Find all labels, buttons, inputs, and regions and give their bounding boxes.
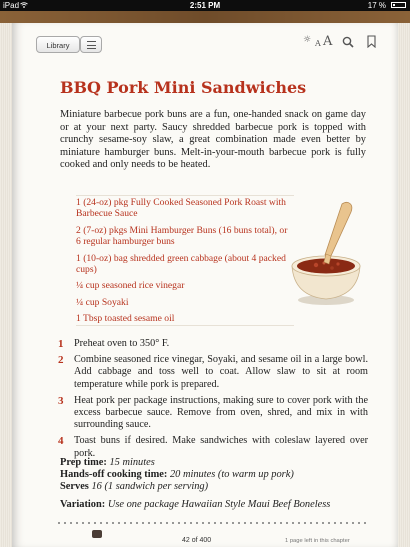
scrubber-dot[interactable] xyxy=(100,522,102,524)
scrubber-dot[interactable] xyxy=(136,522,138,524)
variation xyxy=(60,499,380,510)
hands-off-time-label: Hands-off cooking time: xyxy=(60,469,168,480)
scrubber-dot[interactable] xyxy=(196,522,198,524)
step-number: 3 xyxy=(58,394,64,407)
font-increase-button[interactable]: A xyxy=(323,34,333,49)
scrubber-dot[interactable] xyxy=(250,522,252,524)
prep-time-label: Prep time: xyxy=(60,457,107,468)
ingredients-top-rule xyxy=(76,195,294,196)
scrubber-dot[interactable] xyxy=(286,522,288,524)
instruction-step xyxy=(58,354,368,391)
scrubber-dot[interactable] xyxy=(106,522,108,524)
scrubber-dot[interactable] xyxy=(352,522,354,524)
scrubber-dot[interactable] xyxy=(232,522,234,524)
scrubber-dot[interactable] xyxy=(148,522,150,524)
page-number: 42 of 400 xyxy=(182,537,212,544)
scrubber-dot[interactable] xyxy=(268,522,270,524)
scrubber-dot[interactable] xyxy=(94,522,96,524)
step-number: 1 xyxy=(58,338,64,350)
servings-value: 16 (1 sandwich per serving) xyxy=(91,481,209,492)
scrubber-dot[interactable] xyxy=(256,522,258,524)
scrubber-dot[interactable] xyxy=(58,522,60,524)
recipe-title: BBQ Pork Mini Sandwiches xyxy=(60,78,307,97)
ingredient-item: 1 (24-oz) pkg Fully Cooked Seasoned Pork Roast with Barbecue Sauce xyxy=(76,197,286,220)
ingredients-list xyxy=(76,197,291,330)
sauce-bowl-illustration xyxy=(282,196,372,314)
scrubber-dot[interactable] xyxy=(178,522,180,524)
scrubber-dot[interactable] xyxy=(154,522,156,524)
instruction-step xyxy=(58,395,368,432)
ingredient-item: ¼ cup Soyaki xyxy=(76,296,129,308)
servings-label: Serves xyxy=(60,481,89,492)
instruction-step xyxy=(58,338,368,350)
clock: 2:51 PM xyxy=(189,1,221,10)
scrubber-dot[interactable] xyxy=(166,522,168,524)
scrubber-dot[interactable] xyxy=(76,522,78,524)
scrubber-dot[interactable] xyxy=(88,522,90,524)
battery-percent: 17 % xyxy=(367,1,386,10)
battery-icon xyxy=(391,2,406,8)
scrubber-dot[interactable] xyxy=(208,522,210,524)
brightness-icon[interactable]: ☼ xyxy=(303,35,312,45)
book-page[interactable] xyxy=(12,23,398,547)
scrubber-dot[interactable] xyxy=(214,522,216,524)
step-text: Combine seasoned rice vinegar, Soyaki, and sesame oil in a large bowl. Add cabbage and toss well to coat. Allow slaw to sit at room temperature while pork is prepared. xyxy=(74,354,368,390)
scrubber-dot[interactable] xyxy=(316,522,318,524)
scrubber-dot[interactable] xyxy=(334,522,336,524)
scrubber-dot[interactable] xyxy=(70,522,72,524)
scrubber-dot[interactable] xyxy=(280,522,282,524)
scrubber-dot[interactable] xyxy=(220,522,222,524)
library-button[interactable]: Library xyxy=(36,36,80,53)
scrubber-thumb[interactable] xyxy=(92,530,102,538)
ingredients-bottom-rule xyxy=(76,325,294,326)
prep-time xyxy=(60,457,370,469)
instructions-list xyxy=(58,338,368,464)
recipe-intro: Miniature barbecue pork buns are a fun, one-handed snack on game day or at your next party. Saucy shredded barbecue pork is topped with crunchy sesame-soy slaw, a great combination made even better by miniature hamburger buns. Melt-in-your-mouth barbecue pork is fully cooked and only needs to be heated. xyxy=(60,109,366,170)
scrubber-dot[interactable] xyxy=(184,522,186,524)
scrubber-dot[interactable] xyxy=(82,522,84,524)
scrubber-dot[interactable] xyxy=(112,522,114,524)
scrubber-dot[interactable] xyxy=(328,522,330,524)
variation-label: Variation: xyxy=(60,499,106,510)
hands-off-time-value: 20 minutes (to warm up pork) xyxy=(169,469,294,480)
carrier-label: iPad xyxy=(3,1,20,10)
ingredient-item: 2 (7-oz) pkgs Mini Hamburger Buns (16 buns total), or 6 regular hamburger buns xyxy=(76,224,288,248)
ingredient-item: 1 (10-oz) bag shredded green cabbage (about 4 packed cups) xyxy=(76,252,286,276)
prep-time-value: 15 minutes xyxy=(109,457,155,468)
font-decrease-button[interactable]: A xyxy=(315,39,321,48)
variation-value: Use one package Hawaiian Style Maui Beef Boneless xyxy=(107,499,331,510)
scrubber-dot[interactable] xyxy=(130,522,132,524)
step-text: Toast buns if desired. Make sandwiches with coleslaw layered over pork. xyxy=(74,435,368,459)
scrubber-dot[interactable] xyxy=(64,522,66,524)
scrubber-dot[interactable] xyxy=(238,522,240,524)
bookmark-icon[interactable] xyxy=(367,35,376,48)
scrubber-dot[interactable] xyxy=(244,522,246,524)
pages-left-in-chapter: 1 page left in this chapter xyxy=(285,538,350,544)
scrubber-dot[interactable] xyxy=(160,522,162,524)
ingredient-item: ¼ cup seasoned rice vinegar xyxy=(76,280,185,292)
scrubber-dot[interactable] xyxy=(142,522,144,524)
step-number: 4 xyxy=(58,435,64,448)
scrubber-dot[interactable] xyxy=(358,522,360,524)
scrubber-dot[interactable] xyxy=(274,522,276,524)
scrubber-dot[interactable] xyxy=(304,522,306,524)
scrubber-dot[interactable] xyxy=(364,522,366,524)
scrubber-dot[interactable] xyxy=(118,522,120,524)
scrubber-dot[interactable] xyxy=(298,522,300,524)
step-text: Preheat oven to 350° F. xyxy=(74,338,170,349)
scrubber-dot[interactable] xyxy=(262,522,264,524)
servings xyxy=(60,481,370,493)
status-bar xyxy=(0,0,410,11)
scrubber-dot[interactable] xyxy=(202,522,204,524)
scrubber-dot[interactable] xyxy=(310,522,312,524)
scrubber-dot[interactable] xyxy=(292,522,294,524)
scrubber-dot[interactable] xyxy=(346,522,348,524)
scrubber-dot[interactable] xyxy=(226,522,228,524)
table-of-contents-button[interactable] xyxy=(80,36,102,53)
recipe-meta xyxy=(60,457,370,493)
page-scrubber[interactable] xyxy=(58,519,368,527)
scrubber-dot[interactable] xyxy=(124,522,126,524)
scrubber-dot[interactable] xyxy=(322,522,324,524)
scrubber-dot[interactable] xyxy=(172,522,174,524)
page-stack-right xyxy=(398,23,410,547)
hands-off-time xyxy=(60,469,370,481)
step-text: Heat pork per package instructions, making sure to cover pork with the excess barbecue sauce. Remove from oven, shred, and mix in with surrounding sauce. xyxy=(74,394,368,431)
step-number: 2 xyxy=(58,354,64,367)
scrubber-dot[interactable] xyxy=(340,522,342,524)
ingredient-item: 1 Tbsp toasted sesame oil xyxy=(76,313,175,325)
scrubber-dot[interactable] xyxy=(190,522,192,524)
page-stack-left xyxy=(0,23,12,547)
wood-background xyxy=(0,11,410,547)
search-icon[interactable] xyxy=(342,36,354,48)
